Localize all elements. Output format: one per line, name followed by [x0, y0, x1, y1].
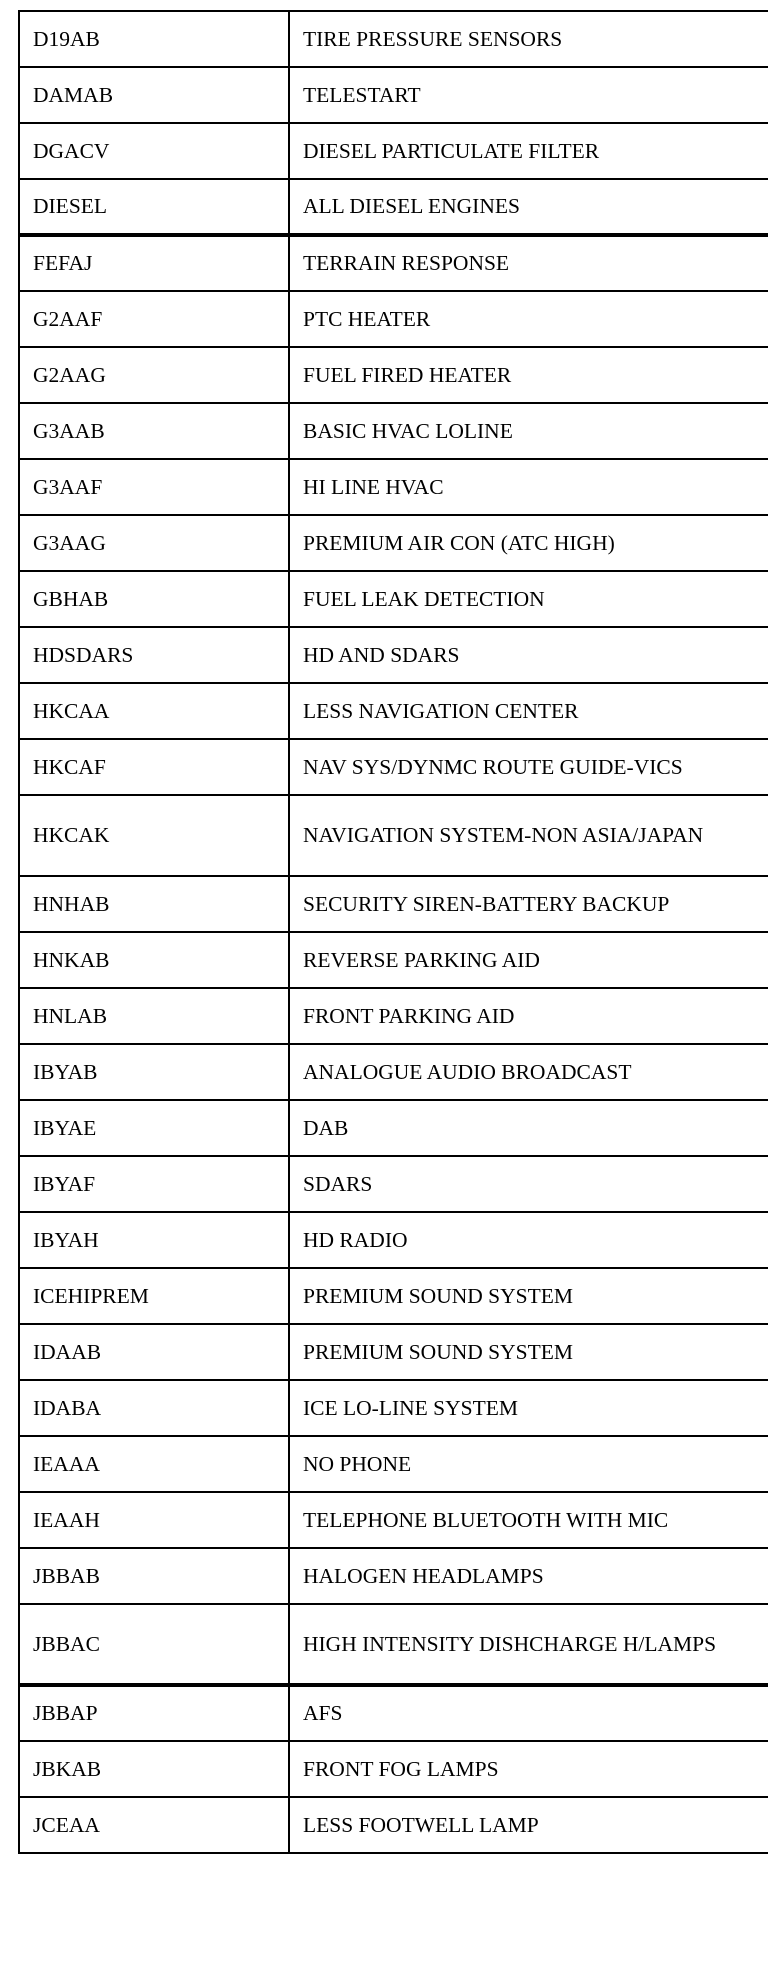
table-row	[19, 571, 768, 627]
table-row	[19, 988, 768, 1044]
option-code-cell: IEAAA	[19, 1436, 289, 1492]
option-description-cell: LESS FOOTWELL LAMP	[289, 1797, 768, 1853]
table-row	[19, 403, 768, 459]
option-code-cell: G3AAB	[19, 403, 289, 459]
option-code-table	[18, 10, 768, 1854]
table-row	[19, 739, 768, 795]
option-description-cell: FUEL FIRED HEATER	[289, 347, 768, 403]
table-row	[19, 1492, 768, 1548]
option-description-cell: FRONT PARKING AID	[289, 988, 768, 1044]
table-row	[19, 932, 768, 988]
option-code-cell: JCEAA	[19, 1797, 289, 1853]
option-description-cell: AFS	[289, 1685, 768, 1741]
table-row	[19, 347, 768, 403]
option-description-cell: HI LINE HVAC	[289, 459, 768, 515]
option-code-cell: DAMAB	[19, 67, 289, 123]
table-row	[19, 1741, 768, 1797]
option-code-cell: DGACV	[19, 123, 289, 179]
option-code-cell: HKCAF	[19, 739, 289, 795]
option-code-cell: IBYAE	[19, 1100, 289, 1156]
option-code-cell: G2AAG	[19, 347, 289, 403]
option-code-cell: IEAAH	[19, 1492, 289, 1548]
table-row	[19, 1797, 768, 1853]
option-code-cell: HNLAB	[19, 988, 289, 1044]
option-description-cell: HIGH INTENSITY DISHCHARGE H/LAMPS	[289, 1604, 768, 1685]
option-description-cell: DAB	[289, 1100, 768, 1156]
table-row	[19, 876, 768, 932]
option-description-cell: PREMIUM AIR CON (ATC HIGH)	[289, 515, 768, 571]
option-description-cell: NO PHONE	[289, 1436, 768, 1492]
option-description-cell: ALL DIESEL ENGINES	[289, 179, 768, 235]
option-description-cell: TIRE PRESSURE SENSORS	[289, 11, 768, 67]
option-code-cell: HDSDARS	[19, 627, 289, 683]
table-row	[19, 1268, 768, 1324]
table-row	[19, 1212, 768, 1268]
option-code-cell: IBYAF	[19, 1156, 289, 1212]
table-row	[19, 459, 768, 515]
option-description-cell: TERRAIN RESPONSE	[289, 235, 768, 291]
option-code-cell: IDABA	[19, 1380, 289, 1436]
option-description-cell: BASIC HVAC LOLINE	[289, 403, 768, 459]
option-description-cell: PTC HEATER	[289, 291, 768, 347]
table-row	[19, 1436, 768, 1492]
option-code-cell: G3AAF	[19, 459, 289, 515]
table-row	[19, 235, 768, 291]
option-description-cell: ANALOGUE AUDIO BROADCAST	[289, 1044, 768, 1100]
option-code-cell: HKCAA	[19, 683, 289, 739]
table-row	[19, 1156, 768, 1212]
option-description-cell: HD RADIO	[289, 1212, 768, 1268]
table-row	[19, 515, 768, 571]
option-description-cell: SDARS	[289, 1156, 768, 1212]
option-description-cell: FUEL LEAK DETECTION	[289, 571, 768, 627]
option-code-cell: FEFAJ	[19, 235, 289, 291]
option-description-cell: DIESEL PARTICULATE FILTER	[289, 123, 768, 179]
option-description-cell: ICE LO-LINE SYSTEM	[289, 1380, 768, 1436]
option-description-cell: NAVIGATION SYSTEM-NON ASIA/JAPAN	[289, 795, 768, 876]
option-code-cell: G2AAF	[19, 291, 289, 347]
option-code-cell: GBHAB	[19, 571, 289, 627]
option-description-cell: HALOGEN HEADLAMPS	[289, 1548, 768, 1604]
table-row	[19, 1685, 768, 1741]
table-row	[19, 1324, 768, 1380]
option-description-cell: LESS NAVIGATION CENTER	[289, 683, 768, 739]
option-code-cell: G3AAG	[19, 515, 289, 571]
option-description-cell: TELESTART	[289, 67, 768, 123]
option-code-cell: JBBAB	[19, 1548, 289, 1604]
option-code-cell: JBKAB	[19, 1741, 289, 1797]
table-row	[19, 179, 768, 235]
option-code-cell: IDAAB	[19, 1324, 289, 1380]
table-row	[19, 795, 768, 876]
table-row	[19, 291, 768, 347]
table-row	[19, 1380, 768, 1436]
option-code-cell: HNKAB	[19, 932, 289, 988]
option-description-cell: REVERSE PARKING AID	[289, 932, 768, 988]
option-code-cell: HKCAK	[19, 795, 289, 876]
option-code-table-body	[19, 11, 768, 1853]
option-code-cell: D19AB	[19, 11, 289, 67]
option-description-cell: PREMIUM SOUND SYSTEM	[289, 1324, 768, 1380]
option-code-cell: JBBAP	[19, 1685, 289, 1741]
option-code-cell: DIESEL	[19, 179, 289, 235]
table-row	[19, 123, 768, 179]
option-description-cell: TELEPHONE BLUETOOTH WITH MIC	[289, 1492, 768, 1548]
option-description-cell: HD AND SDARS	[289, 627, 768, 683]
table-row	[19, 1044, 768, 1100]
table-row	[19, 683, 768, 739]
table-row	[19, 11, 768, 67]
option-code-cell: JBBAC	[19, 1604, 289, 1685]
table-row	[19, 1100, 768, 1156]
option-code-cell: HNHAB	[19, 876, 289, 932]
table-row	[19, 1604, 768, 1685]
table-row	[19, 627, 768, 683]
option-code-cell: IBYAH	[19, 1212, 289, 1268]
option-code-cell: IBYAB	[19, 1044, 289, 1100]
option-description-cell: PREMIUM SOUND SYSTEM	[289, 1268, 768, 1324]
option-description-cell: SECURITY SIREN-BATTERY BACKUP	[289, 876, 768, 932]
option-code-cell: ICEHIPREM	[19, 1268, 289, 1324]
option-description-cell: FRONT FOG LAMPS	[289, 1741, 768, 1797]
table-row	[19, 1548, 768, 1604]
table-row	[19, 67, 768, 123]
option-description-cell: NAV SYS/DYNMC ROUTE GUIDE-VICS	[289, 739, 768, 795]
